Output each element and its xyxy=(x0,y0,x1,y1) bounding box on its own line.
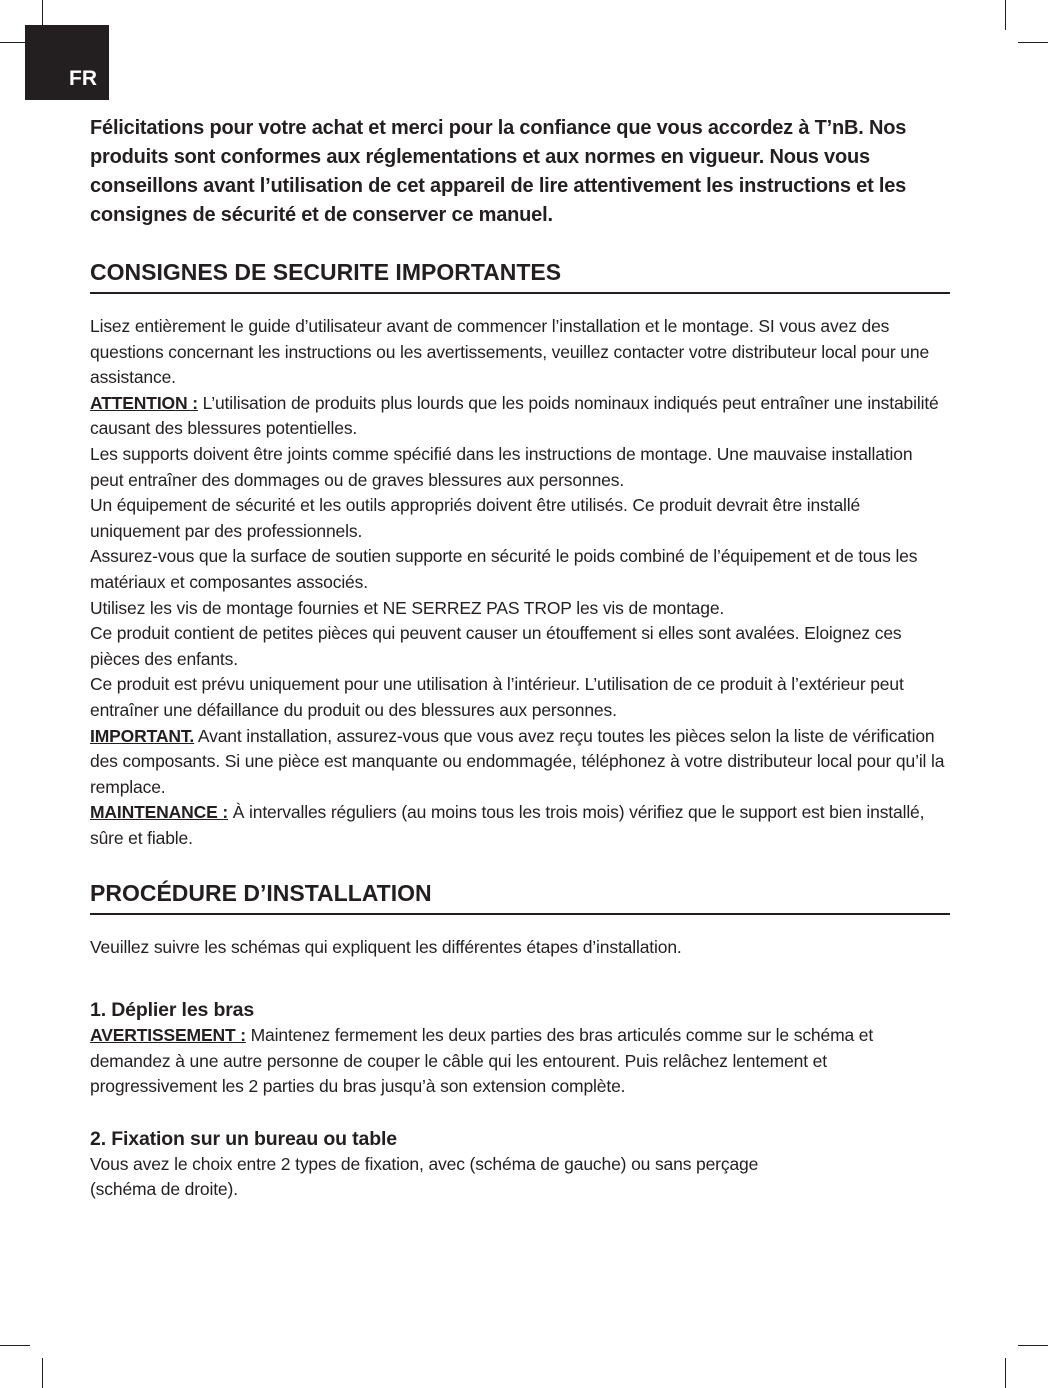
procedure-section-title: PROCÉDURE D’INSTALLATION xyxy=(90,877,950,915)
step2-heading: 2. Fixation sur un bureau ou table xyxy=(90,1127,397,1150)
maintenance-label: MAINTENANCE : xyxy=(90,802,229,823)
procedure-intro: Veuillez suivre les schémas qui expliquent les différentes étapes d’installation. xyxy=(90,937,682,958)
step2-line: Vous avez le choix entre 2 types de fixation, avec (schéma de gauche) ou sans perçage xyxy=(90,1153,759,1174)
maintenance-text: À intervalles réguliers (au moins tous les trois mois) vérifiez que le support est bien installé, sûre et fiable. xyxy=(90,802,925,848)
warning-paragraph xyxy=(90,1023,950,1100)
attention-label: ATTENTION : xyxy=(90,392,198,413)
crop-mark xyxy=(1018,1345,1048,1346)
crop-mark xyxy=(42,1358,43,1388)
warning-label: AVERTISSEMENT : xyxy=(90,1025,246,1046)
safety-text xyxy=(90,314,950,851)
procedure-text xyxy=(90,935,950,1203)
safety-paragraph: Les supports doivent être joints comme spécifié dans les instructions de montage. Une mauvaise installation peut entraîner des dommages ou de graves blessures aux personnes. xyxy=(90,443,913,490)
safety-paragraph: Ce produit est prévu uniquement pour une utilisation à l’intérieur. L’utilisation de ce produit à l’extérieur peut entraîner une défaillance du produit ou des blessures aux personnes. xyxy=(90,674,904,720)
intro-paragraph: Félicitations pour votre achat et merci pour la confiance que vous accordez à T’nB. Nos produits sont conformes aux réglementations et aux normes en vigueur. Nous vous conseillons avant l’utilisation de cet appareil de lire attentivement les instructions et les consignes de sécurité et de conserver ce manuel. xyxy=(90,117,907,226)
safety-paragraph: Lisez entièrement le guide d’utilisateur avant de commencer l’installation et le montage. SI vous avez des questions concernant les instructions ou les avertissements, veuillez contacter votre distributeur local pour une assistance. xyxy=(90,316,930,388)
maintenance-paragraph xyxy=(90,800,950,851)
important-paragraph xyxy=(90,724,950,801)
safety-section-title: CONSIGNES DE SECURITE IMPORTANTES xyxy=(90,256,950,294)
crop-mark xyxy=(1005,1358,1006,1388)
attention-paragraph xyxy=(90,391,950,442)
safety-paragraph: Assurez-vous que la surface de soutien supporte en sécurité le poids combiné de l’équipement et de tous les matériaux et composantes associés. xyxy=(90,546,918,592)
crop-mark xyxy=(1018,42,1048,43)
safety-paragraph: Un équipement de sécurité et les outils appropriés doivent être utilisés. Ce produit devrait être installé uniquement par des professionnels. xyxy=(90,495,861,541)
language-tab: FR xyxy=(25,25,109,100)
crop-mark xyxy=(1005,0,1006,30)
important-text: Avant installation, assurez-vous que vous avez reçu toutes les pièces selon la liste de vérification des composants. Si une pièce est manquante ou endommagée, téléphonez à votre distributeur local pour qu’il la remplace. xyxy=(90,725,945,797)
safety-paragraph: Utilisez les vis de montage fournies et NE SERREZ PAS TROP les vis de montage. xyxy=(90,597,725,618)
attention-text: L’utilisation de produits plus lourds que les poids nominaux indiqués peut entraîner une instabilité causant des blessures potentielles. xyxy=(90,392,939,439)
page-content xyxy=(90,114,950,1203)
important-label: IMPORTANT. xyxy=(90,725,195,746)
crop-mark xyxy=(0,1345,30,1346)
safety-paragraph: Ce produit contient de petites pièces qui peuvent causer un étouffement si elles sont avalées. Eloignez ces pièces des enfants. xyxy=(90,623,902,669)
warning-text: Maintenez fermement les deux parties des bras articulés comme sur le schéma et demandez à une autre personne de couper le câble qui les entourent. Puis relâchez lentement et progressivement les 2 parties du bras jusqu’à son extension complète. xyxy=(90,1025,874,1097)
step2-line: (schéma de droite). xyxy=(90,1179,238,1200)
step1-heading: 1. Déplier les bras xyxy=(90,999,255,1022)
